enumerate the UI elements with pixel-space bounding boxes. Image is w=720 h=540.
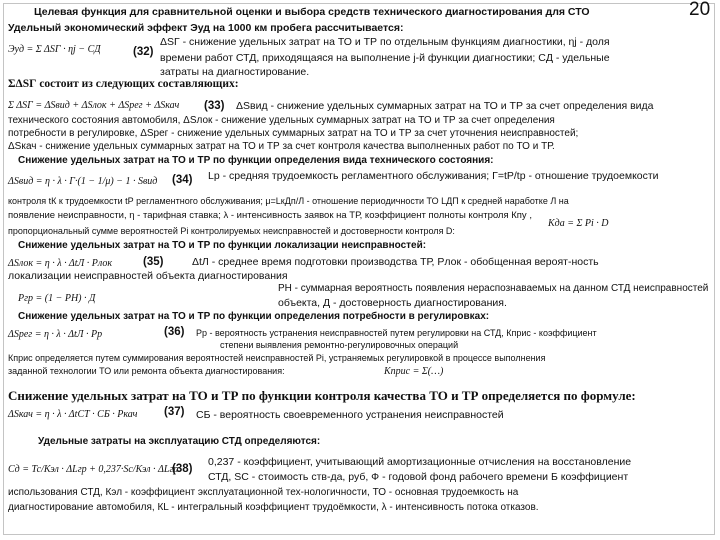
text-32c: затраты на диагностирование. — [160, 66, 310, 78]
formula-33: Σ ΔSГ = ΔSвид + ΔSлок + ΔSрег + ΔSкач — [8, 100, 180, 111]
text-33a: ΔSвид - снижение удельных суммарных затрат на ТО и ТР за счет определения вида — [236, 100, 654, 112]
text-32b: времени работ СТД, приходящаяся на выполнение j-й функции диагностики; CД - удельные — [160, 52, 610, 64]
formula-pgr: Pгр = (1 − PН) · Д — [18, 293, 96, 304]
text-33d: ΔSкач - снижение удельных суммарных затрат на ТО и ТР за счет контроля качества выполненных работ по ТО и ТР. — [8, 141, 555, 152]
text-38c: использования СТД, Кэл - коэффициент эксплуатационной тех-нологичности, ТО - основная трудоемкость на — [8, 487, 519, 498]
text-34b: контроля tК к трудоемкости tР регламентного обслуживания; μ=LкДп/Л - отношение периодичности ТО LДП к средней наработке Л на — [8, 196, 569, 206]
heading-type-of-condition: Снижение удельных затрат на ТО и ТР по функции определения вида технического состояния: — [18, 155, 494, 166]
heading-operating-costs: Удельные затраты на эксплуатацию СТД определяются: — [38, 436, 321, 447]
formula-35: ΔSлок = η · λ · ΔtЛ · Pлок — [8, 258, 113, 269]
equation-number-38: (38) — [172, 463, 193, 475]
formula-32: Эуд = Σ ΔSГ · ηj − CД — [8, 44, 101, 55]
equation-number-32: (32) — [133, 46, 154, 58]
heading-quality-control: Снижение удельных затрат на ТО и ТР по функции контроля качества ТО и ТР определяется по формуле: — [8, 388, 636, 403]
text-35b: локализации неисправностей объекта диагностирования — [8, 270, 288, 282]
equation-number-33: (33) — [204, 100, 225, 112]
text-34a: Lр - средняя трудоемкость регламентного обслуживания; Г=tР/tр - отношение трудоемкости — [208, 170, 659, 182]
heading-adjustment: Снижение удельных затрат на ТО и ТР по функции определения потребности в регулировках: — [18, 311, 490, 322]
formula-34: ΔSвид = η · λ · Г·(1 − 1/μ) − 1 · Sвид — [8, 176, 158, 187]
text-37: CБ - вероятность своевременного устранения неисправностей — [196, 409, 504, 421]
text-38a: 0,237 - коэффициент, учитывающий амортизационные отчисления на восстановление — [208, 456, 632, 468]
text-32a: ΔSГ - снижение удельных затрат на ТО и ТР по отдельным функциям диагностики, ηj - доля — [160, 36, 610, 48]
text-34c: появление неисправности, η - тарифная ставка; λ - интенсивность заявок на ТР, коэффициент полноты контроля Кпу , — [8, 210, 532, 221]
equation-number-36: (36) — [164, 326, 185, 338]
formula-36: ΔSрег = η · λ · ΔtЛ · Pр — [8, 329, 103, 340]
formula-38: Сд = Тс/Кэл · ΔLгр + 0,237·Sс/Кэл · ΔLгр — [8, 464, 179, 475]
text-38d: диагностирование автомобиля, КL - интегральный коэффициент трудоёмкости, λ - интенсивность потока отказов. — [8, 502, 539, 513]
slide-title: Целевая функция для сравнительной оценки и выбора средств технического диагностирования для СТО — [34, 6, 590, 18]
text-35d: объекта, Д - достоверность диагностирования. — [278, 297, 507, 309]
components-heading: ΣΔSГ состоит из следующих составляющих: — [8, 78, 239, 90]
text-36c: Кприс определяется путем суммирования вероятностей неисправностей Pi, устраняемых регулировкой в процессе выполнения — [8, 353, 546, 363]
text-36a: Pр - вероятность устранения неисправностей путем регулировки на СТД, Кприс - коэффициент — [196, 328, 597, 338]
text-36b: степени выявления ремонтно-регулировочных операций — [220, 340, 459, 350]
text-38b: СТД, SC - стоимость ств-да, руб, Ф - годовой фонд рабочего времени Б коэффициент — [208, 471, 629, 483]
text-33b: технического состояния автомобиля, ΔSлок - снижение удельных суммарных затрат на ТО и ТР за счет определения — [8, 115, 555, 126]
heading-localization: Снижение удельных затрат на ТО и ТР по функции локализации неисправностей: — [18, 240, 427, 251]
text-35a: ΔtЛ - среднее время подготовки производства ТР, Pлок - обобщенная вероят-ность — [192, 256, 599, 268]
text-35c: PН - суммарная вероятность появления нераспознаваемых на данном СТД неисправностей — [278, 283, 709, 294]
equation-number-34: (34) — [172, 174, 193, 186]
formula-37: ΔSкач = η · λ · ΔtСТ · CБ · Pкач — [8, 409, 138, 420]
text-33c: потребности в регулировке, ΔSрег - снижение удельных суммарных затрат на ТО и ТР за счет уточнения неисправностей; — [8, 128, 579, 139]
equation-number-35: (35) — [143, 256, 164, 268]
formula-kpris: Кприс = Σ(…) — [384, 366, 444, 377]
formula-kd: Кда = Σ Pi · D — [548, 218, 609, 229]
text-36d: заданной технологии ТО или ремонта объекта диагностирования: — [8, 366, 285, 376]
text-34d: пропорциональный сумме вероятностей Pi контролируемых неисправностей и достоверности контроля D: — [8, 226, 455, 236]
effect-heading: Удельный экономический эффект Эуд на 1000 км пробега рассчитывается: — [8, 22, 404, 34]
equation-number-37: (37) — [164, 406, 185, 418]
page-number: 20 — [689, 0, 711, 20]
